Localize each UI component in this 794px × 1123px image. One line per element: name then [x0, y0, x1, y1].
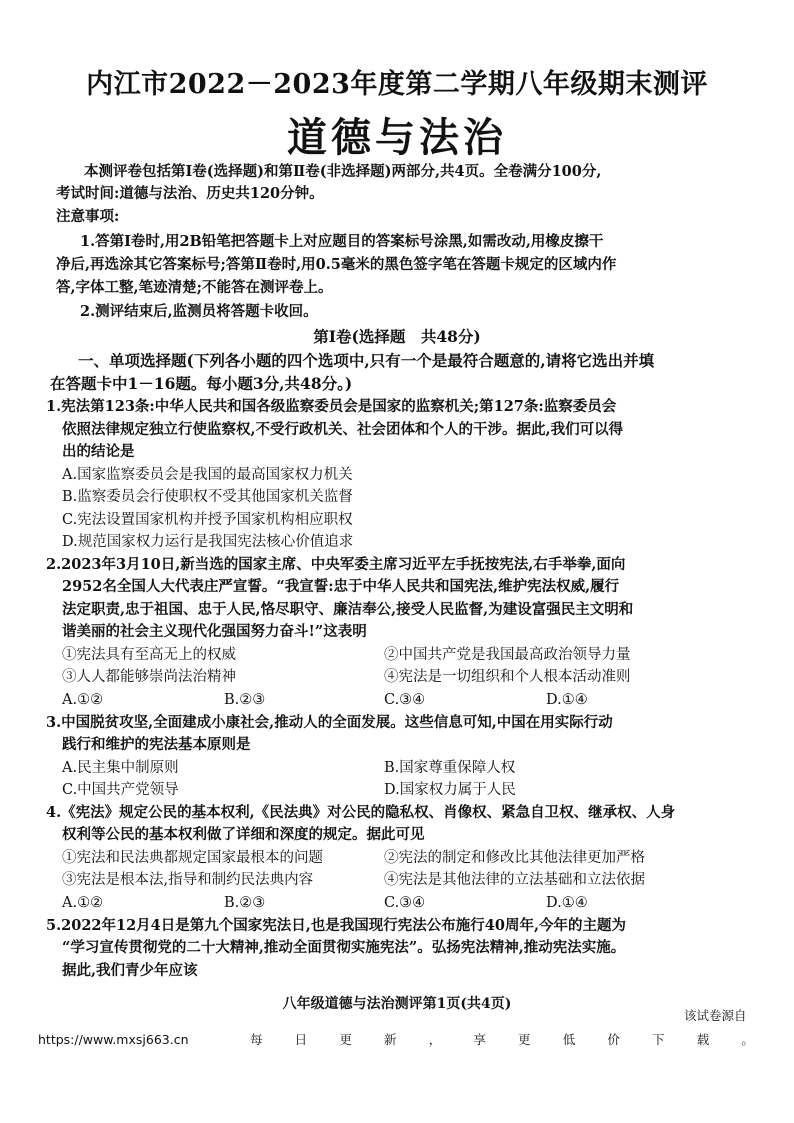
question-3-stem: 3.中国脱贫攻坚,全面建成小康社会,推动人的全面发展。这些信息可知,中国在用实际行动: [46, 714, 613, 731]
question-3-option-a: A.民主集中制原则: [62, 760, 179, 776]
intro-line: 本测评卷包括第Ⅰ卷(选择题)和第Ⅱ卷(非选择题)两部分,共4页。全卷满分100分,: [84, 163, 602, 180]
question-2-stem: 2.2023年3月10日,新当选的国家主席、中央军委主席习近平左手抚按宪法,右手举拳,面向: [46, 556, 626, 573]
exam-title: 内江市2022－2023年度第二学期八年级期末测评: [86, 69, 708, 100]
intro-line: 考试时间:道德与法治、历史共120分钟。: [56, 185, 324, 202]
slogan-char: 更: [339, 1032, 352, 1047]
question-1-option-b: B.监察委员会行使职权不受其他国家机关监督: [62, 489, 353, 505]
question-2-stem: 谐美丽的社会主义现代化强国努力奋斗!”这表明: [62, 623, 367, 640]
slogan-char: 享: [473, 1032, 486, 1047]
section-desc: 一、单项选择题(下列各小题的四个选项中,只有一个是最符合题意的,请将它选出并填: [78, 351, 655, 370]
question-2-statement-3: ③人人都能够崇尚法治精神: [62, 669, 236, 685]
page-footer: 八年级道德与法治测评第1页(共4页): [282, 996, 512, 1012]
slogan-char: 载: [696, 1032, 710, 1047]
question-5-stem: “学习宣传贯彻党的二十大精神,推动全面贯彻实施宪法”。弘扬宪法精神,推动宪法实施。: [62, 939, 626, 956]
question-5-stem: 5.2022年12月4日是第九个国家宪法日,也是我国现行宪法公布施行40周年,今年的主题为: [46, 917, 627, 934]
slogan-char: 。: [741, 1032, 754, 1047]
source-note: 该试卷源自: [684, 1008, 747, 1023]
question-2-stem: 法定职责,忠于祖国、忠于人民,恪尽职守、廉洁奉公,接受人民监督,为建设富强民主文明和: [62, 601, 634, 618]
question-1-option-c: C.宪法设置国家机构并授予国家机构相应职权: [62, 512, 353, 528]
slogan-char: 新: [384, 1032, 397, 1047]
question-3-stem: 践行和维护的宪法基本原则是: [62, 736, 251, 753]
question-3-option-c: C.中国共产党领导: [62, 782, 179, 798]
question-4-option-a: A.①②: [62, 895, 104, 911]
slogan-char: 下: [652, 1032, 665, 1047]
question-2-option-d: D.①④: [546, 692, 588, 708]
question-4-stem: 4.《宪法》规定公民的基本权利,《民法典》对公民的隐私权、肖像权、紧急自卫权、继承权、人身: [46, 804, 676, 821]
ad-slogan: [250, 1030, 754, 1050]
question-4-stem: 权利等公民的基本权利做了详细和深度的规定。据此可见: [62, 826, 425, 843]
notice-item: 答,字体工整,笔迹清楚;不能答在测评卷上。: [56, 279, 333, 296]
question-4-option-d: D.①④: [546, 895, 588, 911]
slogan-char: ，: [428, 1032, 442, 1047]
question-4-statement-3: ③宪法是根本法,指导和制约民法典内容: [62, 872, 314, 888]
question-2-option-b: B.②③: [224, 692, 266, 708]
question-2-statement-4: ④宪法是一切组织和个人根本活动准则: [384, 669, 631, 685]
question-2-option-c: C.③④: [384, 692, 426, 708]
question-1-option-d: D.规范国家权力运行是我国宪法核心价值追求: [62, 534, 354, 550]
section-desc: 在答题卡中1－16题。每小题3分,共48分。): [50, 374, 353, 393]
question-4-statement-1: ①宪法和民法典都规定国家最根本的问题: [62, 850, 323, 866]
slogan-char: 低: [562, 1032, 576, 1047]
source-url[interactable]: https://www.mxsj663.cn: [38, 1032, 189, 1047]
question-4-option-b: B.②③: [224, 895, 266, 911]
slogan-char: 日: [294, 1032, 308, 1047]
notice-item: 1.答第Ⅰ卷时,用2B铅笔把答题卡上对应题目的答案标号涂黑,如需改动,用橡皮擦干: [80, 233, 604, 250]
question-5-stem: 据此,我们青少年应该: [62, 962, 198, 979]
question-2-option-a: A.①②: [62, 692, 104, 708]
notice-title: 注意事项:: [56, 208, 120, 225]
slogan-char: 更: [518, 1032, 531, 1047]
question-1-stem: 出的结论是: [62, 443, 135, 460]
question-3-option-d: D.国家权力属于人民: [384, 782, 516, 798]
section-title: 第Ⅰ卷(选择题 共48分): [313, 327, 481, 346]
question-4-option-c: C.③④: [384, 895, 426, 911]
question-1-option-a: A.国家监察委员会是我国的最高国家权力机关: [62, 467, 353, 483]
slogan-char: 每: [250, 1032, 263, 1047]
question-2-statement-1: ①宪法具有至高无上的权威: [62, 647, 236, 663]
notice-item: 2.测评结束后,监测员将答题卡收回。: [80, 303, 318, 320]
question-3-option-b: B.国家尊重保障人权: [384, 760, 516, 776]
question-2-stem: 2952名全国人大代表庄严宣誓。“我宣誓:忠于中华人民共和国宪法,维护宪法权威,履行: [62, 578, 620, 595]
question-1-stem: 依照法律规定独立行使监察权,不受行政机关、社会团体和个人的干涉。据此,我们可以得: [62, 421, 624, 438]
question-1-stem: 1.宪法第123条:中华人民共和国各级监察委员会是国家的监察机关;第127条:监察委员会: [46, 398, 617, 415]
question-4-statement-4: ④宪法是其他法律的立法基础和立法依据: [384, 872, 645, 888]
question-2-statement-2: ②中国共产党是我国最高政治领导力量: [384, 647, 631, 663]
slogan-char: 价: [607, 1032, 620, 1047]
subject-title: 道德与法治: [287, 114, 507, 161]
notice-item: 净后,再选涂其它答案标号;答第Ⅱ卷时,用0.5毫米的黑色签字笔在答题卡规定的区域内作: [56, 256, 617, 273]
question-4-statement-2: ②宪法的制定和修改比其他法律更加严格: [384, 850, 645, 866]
